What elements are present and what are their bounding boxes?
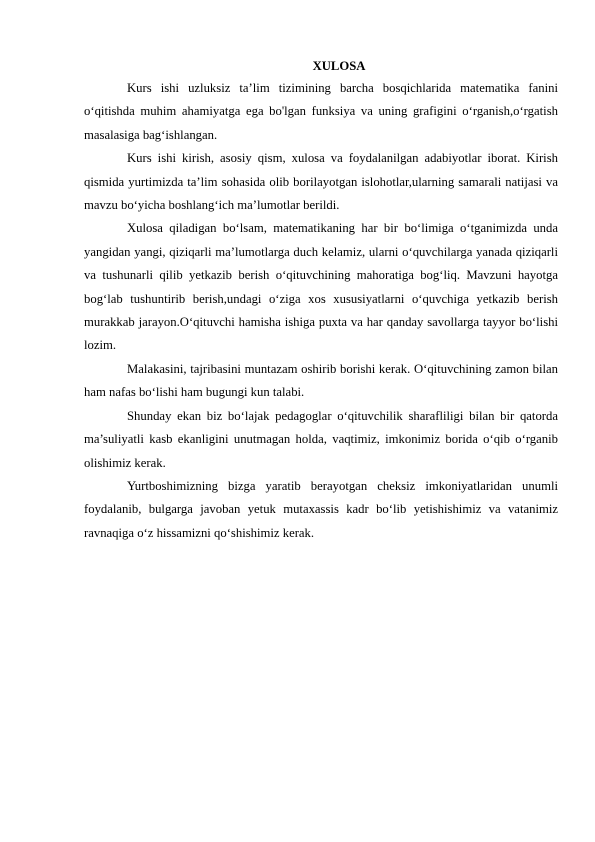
paragraph-1: Kurs ishi uzluksiz ta’lim tizimining barcha bosqichlarida matematika fanini o‘qitishda muhim ahamiyatga ega bo'lgan funksiya va uning grafigini o‘rganish,o‘rgatish masalasiga bag‘ishlangan. xyxy=(84,81,558,142)
document-body xyxy=(84,57,558,545)
paragraph-3: Xulosa qiladigan bo‘lsam, matematikaning har bir bo‘limiga o‘tganimizda unda yangidan yangi, qiziqarli ma’lumotlarga duch kelamiz, ularni o‘quvchilarga yanada qiziqarli va tushunarli qilib yetkazib berish o‘qituvchining mahoratiga bog‘liq. Mavzuni hayotga bog‘lab tushuntirib berish,undagi o‘ziga xos xususiyatlarni o‘quvchiga yetkazib berish murakkab jarayon.O‘qituvchi hamisha ishiga puxta va har qanday savollarga tayyor bo‘lishi lozim. xyxy=(84,221,558,353)
paragraph-4: Malakasini, tajribasini muntazam oshirib borishi kerak. O‘qituvchining zamon bilan ham nafas bo‘lishi ham bugungi kun talabi. xyxy=(84,361,558,400)
paragraph-5: Shunday ekan biz bo‘lajak pedagoglar o‘qituvchilik sharafliligi bilan bir qatorda ma’suliyatli kasb ekanligini unutmagan holda, vaqtimiz, imkonimiz borida o‘qib o‘rganib olishimiz kerak. xyxy=(84,408,558,470)
paragraph-2: Kurs ishi kirish, asosiy qism, xulosa va foydalanilgan adabiyotlar iborat. Kirish qismida yurtimizda ta’lim sohasida olib borilayotgan islohotlar,ularning samarali natijasi va mavzu bo‘yicha boshlang‘ich ma’lumotlar berildi. xyxy=(84,151,558,213)
paragraph-6: Yurtboshimizning bizga yaratib berayotgan cheksiz imkoniyatlaridan unumli foydalanib, bulgarga javoban yetuk mutaxassis kadr bo‘lib yetishishimiz va vatanimiz ravnaqiga o‘z hissamizni qo‘shishimiz kerak. xyxy=(84,478,558,540)
page-title: XULOSA xyxy=(312,59,366,73)
